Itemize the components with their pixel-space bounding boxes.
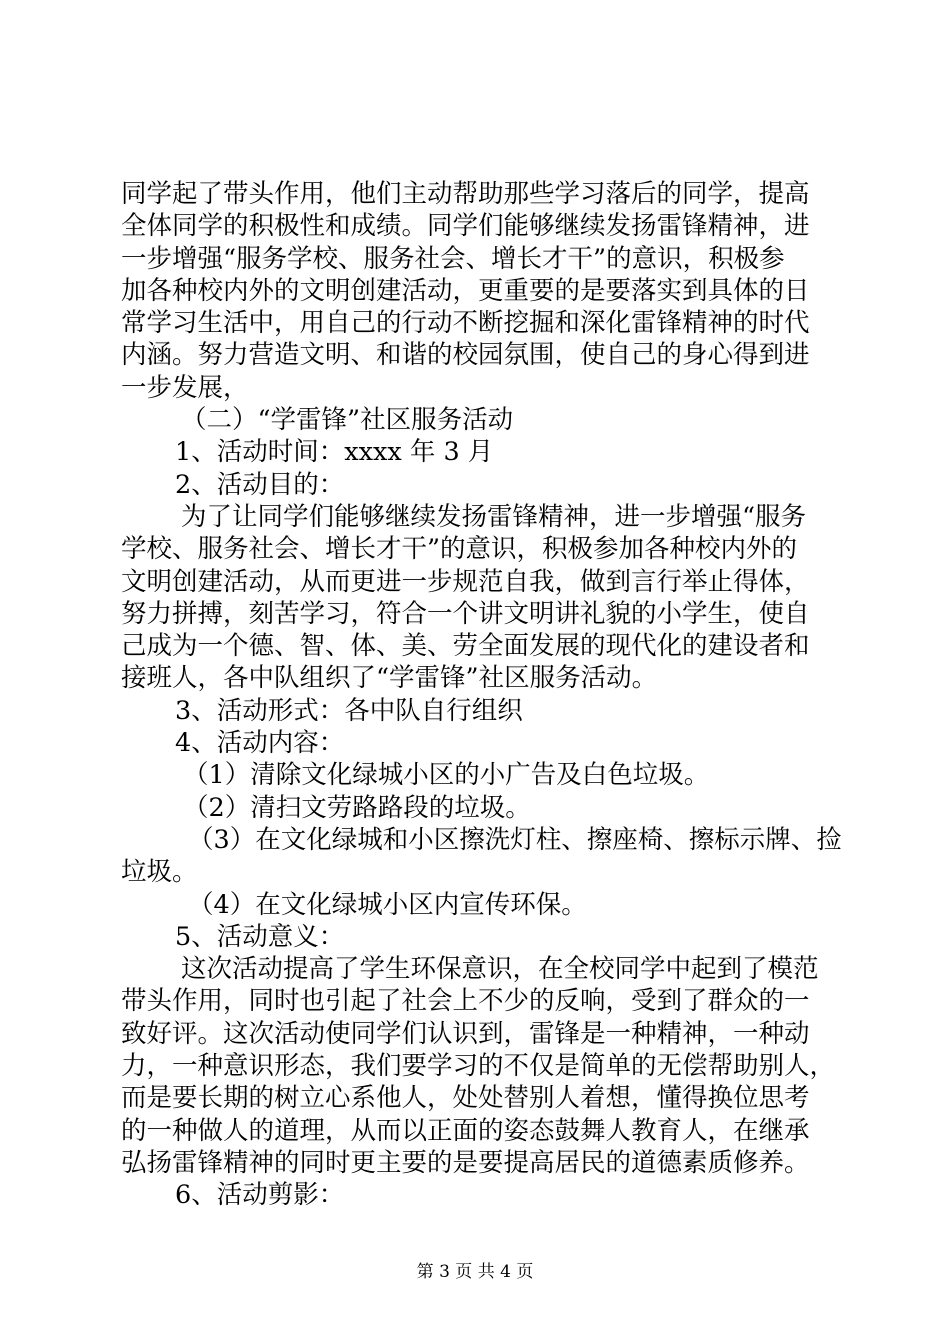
- text-line: 带头作用，同时也引起了社会上不少的反响，受到了群众的一: [121, 986, 810, 1017]
- text-line: 努力拼搏，刻苦学习，符合一个讲文明讲礼貌的小学生，使自: [121, 598, 810, 629]
- text-line: 同学起了带头作用，他们主动帮助那些学习落后的同学，提高: [121, 179, 810, 209]
- text-line: 弘扬雷锋精神的同时更主要的是要提高居民的道德素质修养。: [121, 1147, 810, 1178]
- text-line: 1、活动时间：xxxx 年 3 月: [175, 437, 494, 468]
- text-line: 接班人，各中队组织了“学雷锋”社区服务活动。: [121, 663, 658, 694]
- text-line: 这次活动提高了学生环保意识，在全校同学中起到了模范: [181, 954, 819, 985]
- text-line: （二）“学雷锋”社区服务活动: [181, 405, 514, 436]
- text-line: 加各种校内外的文明创建活动，更重要的是要落实到具体的日: [121, 275, 810, 306]
- text-line: 4、活动内容：: [175, 728, 345, 759]
- text-line: 2、活动目的：: [175, 469, 345, 500]
- text-line: 内涵。努力营造文明、和谐的校园氛围，使自己的身心得到进: [121, 340, 810, 371]
- text-line: （4）在文化绿城小区内宣传环保。: [188, 889, 587, 920]
- text-line: 常学习生活中，用自己的行动不断挖掘和深化雷锋精神的时代: [121, 308, 810, 339]
- text-line: 一步发展，: [121, 372, 249, 403]
- page-number-label: 第 3 页 共 4 页: [416, 1262, 534, 1282]
- text-line: 而是要长期的树立心系他人，处处替别人着想，懂得换位思考: [121, 1083, 810, 1114]
- text-line: （3）在文化绿城和小区擦洗灯柱、擦座椅、擦标示牌、捡: [188, 824, 842, 855]
- text-line: 5、活动意义：: [175, 921, 345, 952]
- text-line: 全体同学的积极性和成绩。同学们能够继续发扬雷锋精神，进: [121, 211, 810, 242]
- text-line: 为了让同学们能够继续发扬雷锋精神，进一步增强“服务: [181, 501, 807, 532]
- text-line: 的一种做人的道理，从而以正面的姿态鼓舞人教育人，在继承: [121, 1115, 810, 1146]
- text-line: （2）清扫文劳路路段的垃圾。: [183, 792, 531, 823]
- text-line: 致好评。这次活动使同学们认识到，雷锋是一种精神，一种动: [121, 1018, 810, 1049]
- text-line: 己成为一个德、智、体、美、劳全面发展的现代化的建设者和: [121, 631, 810, 662]
- text-line: （1）清除文化绿城小区的小广告及白色垃圾。: [183, 760, 710, 791]
- page-footer: [0, 1262, 950, 1282]
- document-body: [121, 178, 841, 1212]
- text-line: 6、活动剪影：: [175, 1180, 345, 1211]
- text-line: 3、活动形式：各中队自行组织: [175, 695, 523, 726]
- text-line: 一步增强“服务学校、服务社会、增长才干”的意识，积极参: [121, 243, 785, 274]
- text-line: 垃圾。: [121, 857, 198, 888]
- text-line: 学校、服务社会、增长才干”的意识，积极参加各种校内外的: [121, 534, 798, 565]
- text-line: 文明创建活动，从而更进一步规范自我，做到言行举止得体，: [121, 566, 810, 597]
- text-line: 力，一种意识形态，我们要学习的不仅是简单的无偿帮助别人，: [121, 1051, 836, 1082]
